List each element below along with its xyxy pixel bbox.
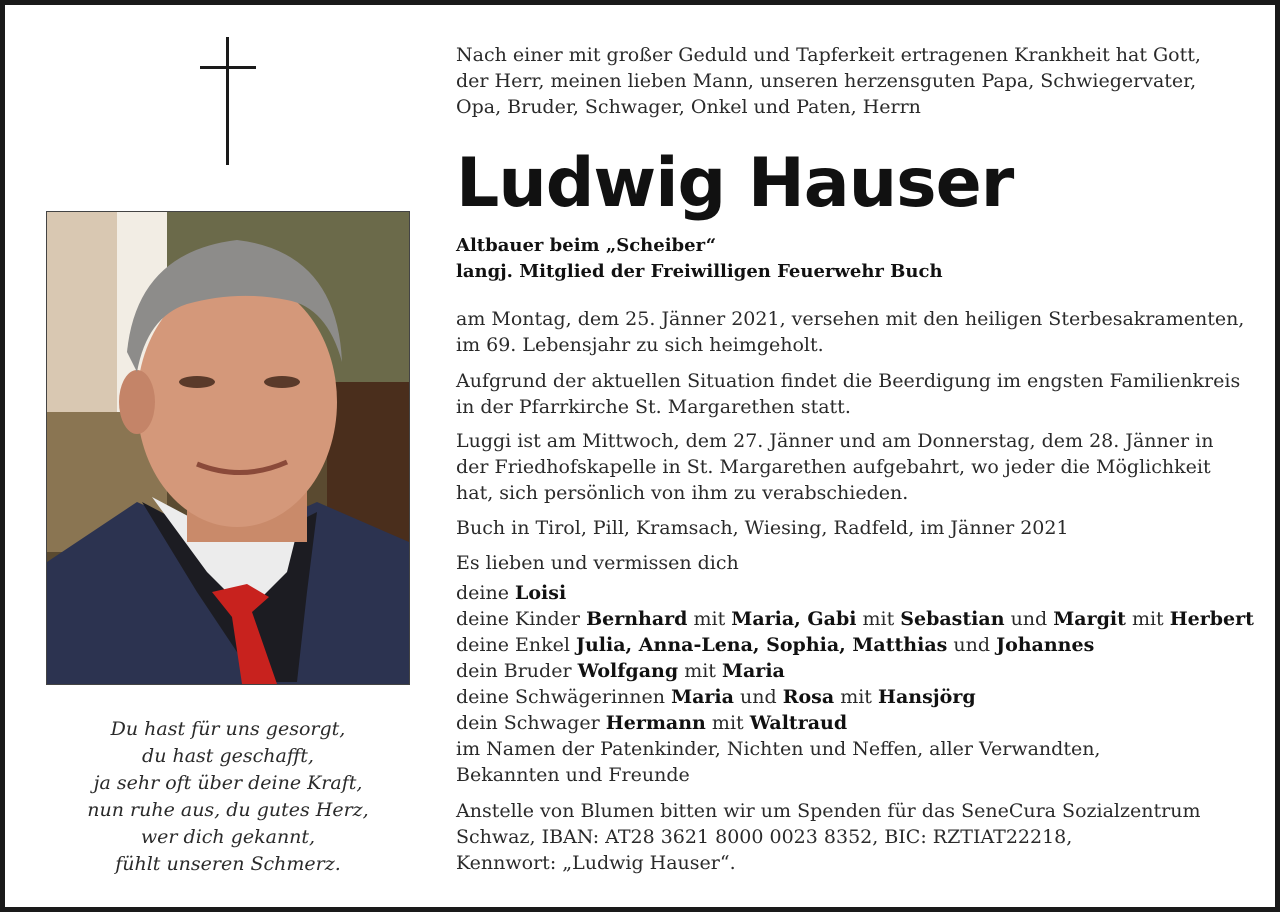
donation-line: Schwaz, IBAN: AT28 3621 8000 0023 8352, BIC: RZTIAT22218, <box>456 826 1073 848</box>
funeral-notice <box>456 368 1246 420</box>
family-grandchildren: deine Enkel Julia, Anna-Lena, Sophia, Matthias und Johannes <box>456 634 1095 656</box>
intro-line: Opa, Bruder, Schwager, Onkel und Paten, Herrn <box>456 96 921 118</box>
viewing-line: der Friedhofskapelle in St. Margarethen aufgebahrt, wo jeder die Möglichkeit <box>456 456 1211 478</box>
poem-line: nun ruhe aus, du gutes Herz, <box>87 799 369 821</box>
cross-icon <box>200 37 256 165</box>
role-line: Altbauer beim „Scheiber“ <box>456 235 717 256</box>
family-brother: dein Bruder Wolfgang mit Maria <box>456 660 785 682</box>
roles <box>456 233 1246 285</box>
death-line: am Montag, dem 25. Jänner 2021, versehen mit den heiligen Sterbesakramenten, <box>456 308 1245 330</box>
family-brother-in-law: dein Schwager Hermann mit Waltraud <box>456 712 848 734</box>
funeral-line: Aufgrund der aktuellen Situation findet die Beerdigung im engsten Familienkreis <box>456 370 1241 392</box>
death-notice <box>456 306 1246 358</box>
family-intro: Es lieben und vermissen dich <box>456 552 739 574</box>
family-list <box>456 550 1254 788</box>
donation-line: Kennwort: „Ludwig Hauser“. <box>456 852 736 874</box>
intro-line: Nach einer mit großer Geduld und Tapferkeit ertragenen Krankheit hat Gott, <box>456 44 1201 66</box>
donation-line: Anstelle von Blumen bitten wir um Spenden für das SeneCura Sozialzentrum <box>456 800 1201 822</box>
intro-line: der Herr, meinen lieben Mann, unseren herzensguten Papa, Schwiegervater, <box>456 70 1197 92</box>
memorial-poem <box>46 716 410 878</box>
deceased-name: Ludwig Hauser <box>456 144 1014 223</box>
place-date: Buch in Tirol, Pill, Kramsach, Wiesing, Radfeld, im Jänner 2021 <box>456 517 1069 539</box>
family-children: deine Kinder Bernhard mit Maria, Gabi mit Sebastian und Margit mit Herbert <box>456 608 1254 630</box>
viewing-line: hat, sich persönlich von ihm zu verabschieden. <box>456 482 909 504</box>
viewing-notice <box>456 428 1246 506</box>
death-line: im 69. Lebensjahr zu sich heimgeholt. <box>456 334 824 356</box>
funeral-line: in der Pfarrkirche St. Margarethen statt. <box>456 396 851 418</box>
poem-line: fühlt unseren Schmerz. <box>115 853 341 875</box>
donation-notice <box>456 798 1246 876</box>
family-closing-line: Bekannten und Freunde <box>456 764 690 786</box>
role-line: langj. Mitglied der Freiwilligen Feuerwehr Buch <box>456 261 943 282</box>
family-sisters-in-law: deine Schwägerinnen Maria und Rosa mit Hansjörg <box>456 686 976 708</box>
intro-text <box>456 42 1246 120</box>
poem-line: wer dich gekannt, <box>140 826 316 848</box>
viewing-line: Luggi ist am Mittwoch, dem 27. Jänner und am Donnerstag, dem 28. Jänner in <box>456 430 1214 452</box>
poem-line: Du hast für uns gesorgt, <box>110 718 346 740</box>
poem-line: du hast geschafft, <box>142 745 314 767</box>
poem-line: ja sehr oft über deine Kraft, <box>93 772 363 794</box>
family-closing-line: im Namen der Patenkinder, Nichten und Neffen, aller Verwandten, <box>456 738 1101 760</box>
family-wife: deine Loisi <box>456 582 567 604</box>
portrait-photo <box>46 211 410 685</box>
